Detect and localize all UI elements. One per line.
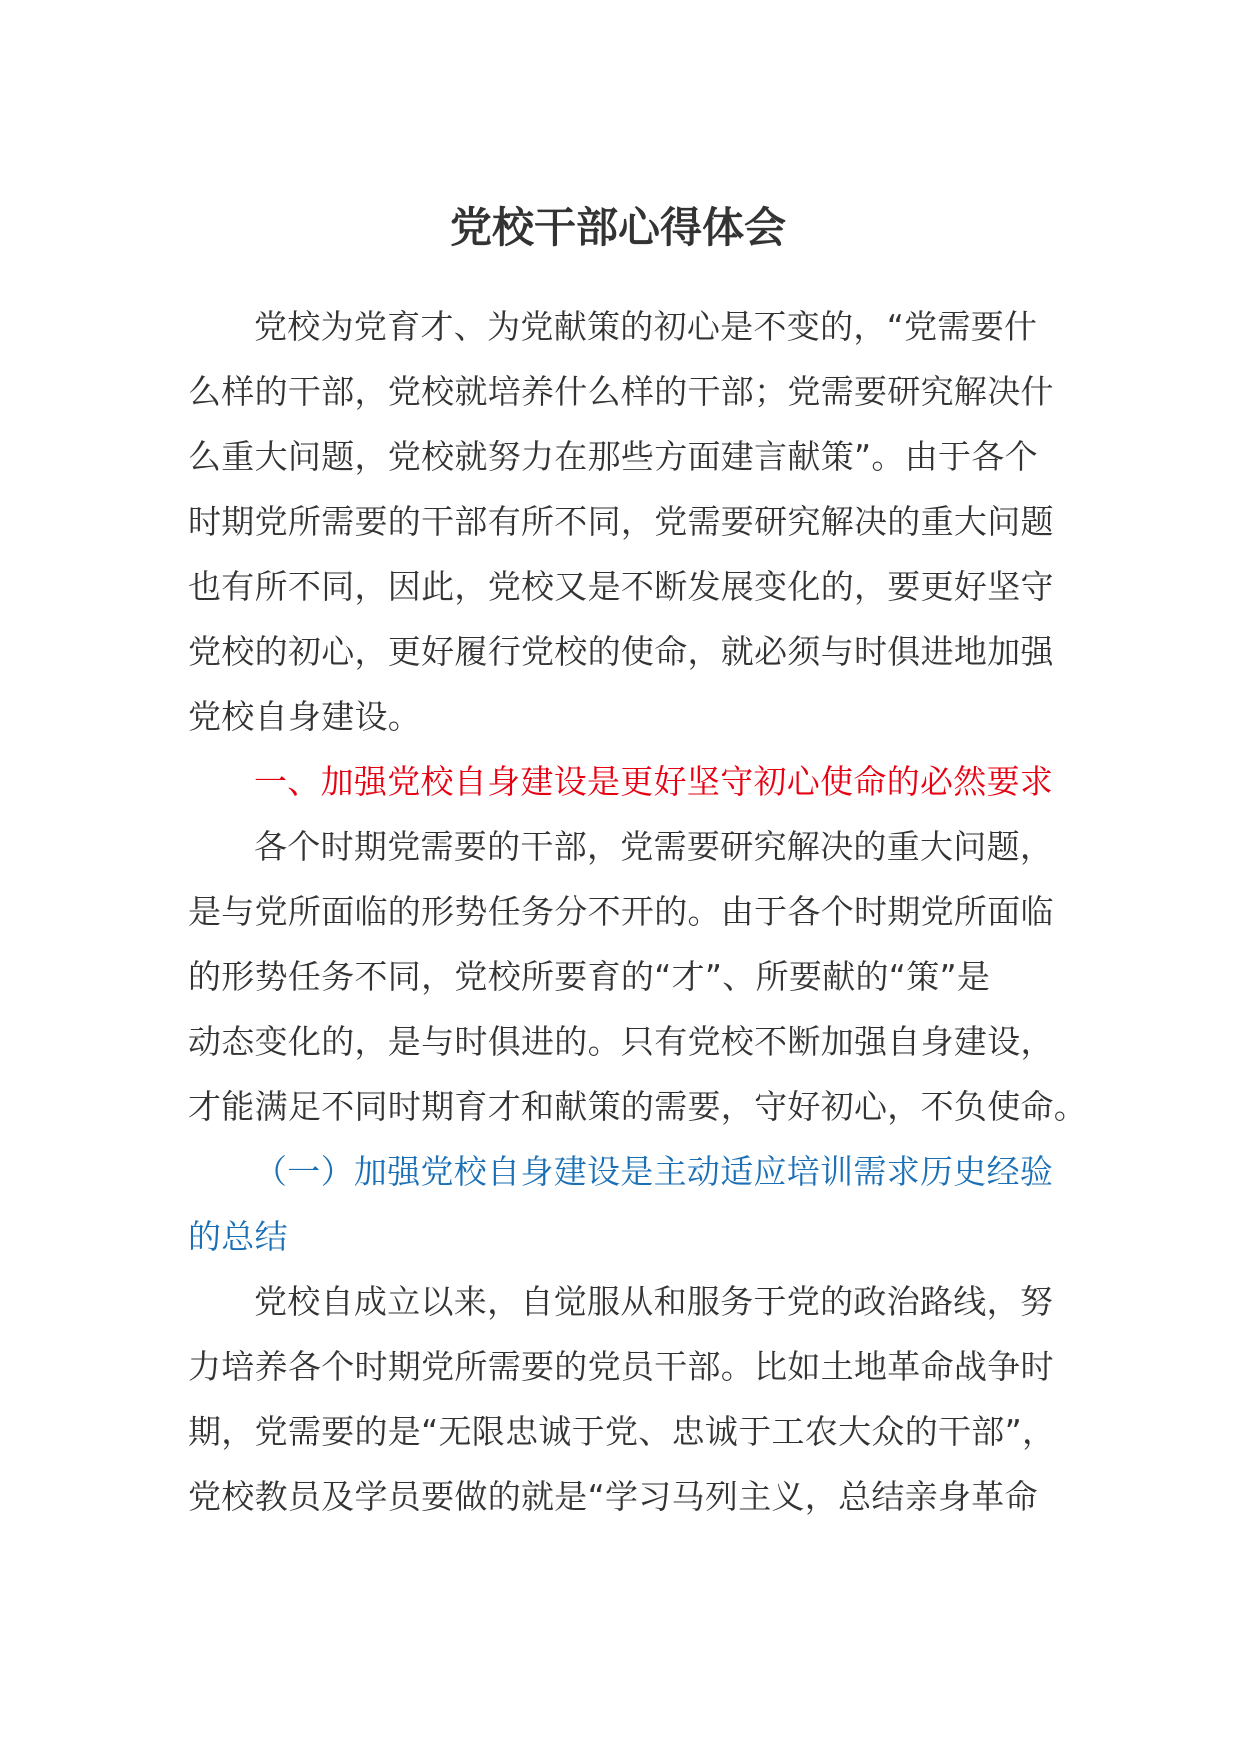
text-line: 党校自身建设。 [188, 697, 422, 736]
document-title: 党校干部心得体会 [449, 203, 786, 252]
text-line: 力培养各个时期党所需要的党员干部。比如土地革命战争时 [188, 1347, 1054, 1386]
text-line: 党校的初心，更好履行党校的使命，就必须与时俱进地加强 [188, 632, 1054, 671]
section-heading-1 [188, 749, 1054, 814]
text-line: 也有所不同，因此，党校又是不断发展变化的，要更好坚守 [188, 567, 1054, 606]
text-line: 各个时期党需要的干部，党需要研究解决的重大问题， [254, 827, 1054, 866]
text-line: 才能满足不同时期育才和献策的需要，守好初心，不负使命。 [188, 1087, 1088, 1126]
text-line: 动态变化的，是与时俱进的。只有党校不断加强自身建设， [188, 1022, 1054, 1061]
text-line: 时期党所需要的干部有所不同，党需要研究解决的重大问题 [188, 502, 1054, 541]
document-body [188, 294, 1088, 1529]
subsection-heading-1 [188, 1139, 1054, 1269]
paragraph-intro [188, 294, 1054, 749]
text-line: 的形势任务不同，党校所要育的“才”、所要献的“策”是 [188, 957, 991, 996]
paragraph-subsection-1 [188, 1269, 1056, 1529]
text-line: 党校为党育才、为党献策的初心是不变的，“党需要什 [254, 307, 1038, 346]
text-line: 是与党所面临的形势任务分不开的。由于各个时期党所面临 [188, 892, 1054, 931]
heading-text: 的总结 [188, 1217, 288, 1256]
text-line: 么重大问题，党校就努力在那些方面建言献策”。由于各个 [188, 437, 1038, 476]
text-line: 党校自成立以来，自觉服从和服务于党的政治路线，努 [254, 1282, 1054, 1321]
heading-text: （一）加强党校自身建设是主动适应培训需求历史经验 [254, 1152, 1054, 1191]
text-line: 期，党需要的是“无限忠诚于党、忠诚于工农大众的干部”， [188, 1412, 1056, 1451]
heading-text: 一、加强党校自身建设是更好坚守初心使命的必然要求 [254, 762, 1054, 801]
paragraph-section-1 [188, 814, 1088, 1139]
text-line: 么样的干部，党校就培养什么样的干部；党需要研究解决什 [188, 372, 1054, 411]
text-line: 党校教员及学员要做的就是“学习马列主义，总结亲身革命 [188, 1477, 1038, 1516]
